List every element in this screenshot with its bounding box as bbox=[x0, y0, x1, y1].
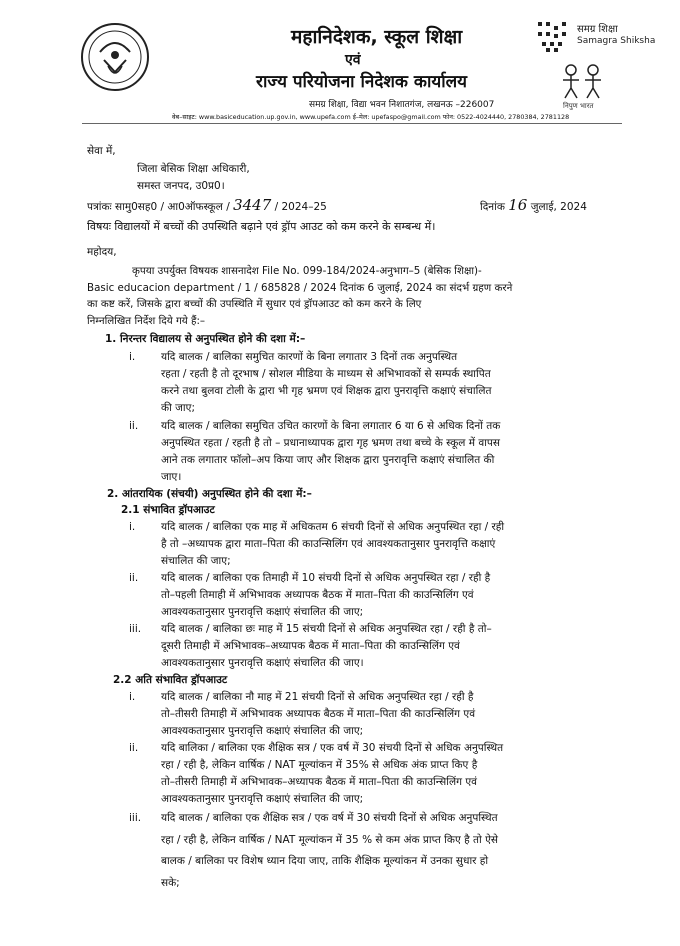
section2-1-heading: 2.1 संभावित ड्रॉपआउट bbox=[121, 504, 215, 516]
list-item-line: संचालित की जाए; bbox=[161, 555, 231, 567]
list-item-line: आने तक लगातार फॉलो–अप किया जाए और शिक्षक द्वारा पुनरावृत्ति कक्षाएं संचालित की bbox=[161, 454, 495, 466]
list-item-line: जाए। bbox=[161, 471, 182, 483]
list-item-line: तो–तीसरी तिमाही में अभिभावक–अध्यापक बैठक में माता–पिता की काउन्सिलिंग एवं bbox=[161, 776, 477, 788]
intro-line: Basic educacion department / 1 / 685828 / 2024 दिनांक 6 जुलाई, 2024 का संदर्भ ग्रहण करने bbox=[87, 282, 513, 294]
list-item-line: यदि बालक / बालिका छः माह में 15 संचयी दिनों से अधिक अनुपस्थित रहा / रही है तो– bbox=[161, 623, 492, 635]
reference-prefix: पत्रांकः सामु0सह0 / आ0ऑफस्कूल / bbox=[87, 201, 230, 213]
list-number: ii. bbox=[129, 572, 139, 584]
list-item-line: यदि बालक / बालिका नौ माह में 21 संचयी दिनों से अधिक अनुपस्थित रहा / रही है bbox=[161, 691, 474, 703]
reference-number bbox=[87, 198, 327, 214]
samagra-english-label: Samagra Shikshа bbox=[577, 36, 656, 46]
section2-2-heading: 2.2 अति संभावित ड्रॉपआउट bbox=[113, 674, 228, 686]
list-number: ii. bbox=[129, 420, 139, 432]
list-item-line: है तो –अध्यापक द्वारा माता–पिता की काउन्सिलिंग एवं आवश्यकतानुसार पुनरावृत्ति कक्षाएं bbox=[161, 538, 496, 550]
list-item-line: यदि बालक / बालिका एक तिमाही में 10 संचयी दिनों से अधिक अनुपस्थित रहा / रही है bbox=[161, 572, 491, 584]
date-month-year: जुलाई, 2024 bbox=[530, 201, 587, 213]
nipun-bharat-caption: निपुण भारत bbox=[563, 102, 594, 110]
list-item-line: रहता / रहती है तो दूरभाष / सोशल मीडिया के माध्यम से अभिभावकों से सम्पर्क स्थापित bbox=[161, 368, 491, 380]
list-item-line: रहा / रही है, लेकिन वार्षिक / NAT मूल्यांकन में 35 % से कम अंक प्राप्त किए है तो ऐसे bbox=[161, 834, 498, 846]
address-line2: समस्त जनपद, उ0प्र0। bbox=[137, 180, 225, 192]
reference-suffix: / 2024–25 bbox=[274, 201, 327, 213]
list-item-line: तो–पहली तिमाही में अभिभावक अध्यापक बैठक में माता–पिता की काउन्सिलिंग एवं bbox=[161, 589, 474, 601]
list-item-line: बालक / बालिका पर विशेष ध्यान दिया जाए, ताकि शैक्षिक मूल्यांकन में उनका सुधार हो bbox=[161, 855, 489, 867]
handwritten-date-day: 16 bbox=[508, 196, 528, 214]
office-address: समग्र शिक्षा, विद्या भवन निशातगंज, लखनऊ –226007 bbox=[309, 100, 495, 110]
address-to: सेवा में, bbox=[87, 145, 116, 157]
intro-line: निम्नलिखित निर्देश दिये गये हैं:– bbox=[87, 315, 206, 327]
nipun-bharat-kids-icon bbox=[555, 62, 611, 102]
list-item-line: सके; bbox=[161, 877, 180, 889]
list-item-line: आवश्यकतानुसार पुनरावृत्ति कक्षाएं संचालित की जाए; bbox=[161, 793, 364, 805]
list-item-line: यदि बालक / बालिका एक शैक्षिक सत्र / एक वर्ष में 30 संचयी दिनों से अधिक अनुपस्थित bbox=[161, 812, 498, 824]
list-item-line: यदि बालिका / बालिका एक शैक्षिक सत्र / एक वर्ष में 30 संचयी दिनों से अधिक अनुपस्थित bbox=[161, 742, 504, 754]
list-number: i. bbox=[129, 351, 136, 363]
letter-date bbox=[480, 198, 587, 214]
samagra-shiksha-logo-icon bbox=[536, 20, 572, 54]
office-title-line1: महानिदेशक, स्कूल शिक्षा bbox=[291, 26, 463, 48]
list-number: i. bbox=[129, 521, 136, 533]
date-label: दिनांक bbox=[480, 201, 505, 213]
list-number: ii. bbox=[129, 742, 139, 754]
address-line1: जिला बेसिक शिक्षा अधिकारी, bbox=[137, 163, 250, 175]
up-govt-emblem-icon bbox=[80, 22, 150, 92]
list-item-line: आवश्यकतानुसार पुनरावृत्ति कक्षाएं संचालित की जाए। bbox=[161, 657, 364, 669]
list-item-line: अनुपस्थित रहता / रहती है तो – प्रधानाध्यापक द्वारा गृह भ्रमण तथा बच्चे के स्कूल में वापस bbox=[161, 437, 500, 449]
list-number: i. bbox=[129, 691, 136, 703]
list-number: iii. bbox=[129, 623, 142, 635]
office-contact: वेब–साइट: www.basiceducation.up.gov.in, www.upefa.com ई–मेल: upefaspo@gmail.com फोन: 0522-4024440, 2780384, 2781128 bbox=[172, 113, 570, 121]
section2-heading: 2. आंतरायिक (संचयी) अनुपस्थित होने की दशा में:– bbox=[107, 488, 312, 500]
samagra-hindi-label: समग्र शिक्षा bbox=[577, 24, 618, 35]
handwritten-letter-number: 3447 bbox=[233, 196, 272, 214]
office-title-line2: एवं bbox=[345, 52, 361, 68]
list-number: iii. bbox=[129, 812, 142, 824]
list-item-line: आवश्यकतानुसार पुनरावृत्ति कक्षाएं संचालित की जाए; bbox=[161, 606, 364, 618]
intro-line: का कष्ट करें, जिसके द्वारा बच्चों की उपस्थिति में सुधार एवं ड्रॉपआउट को कम करने के लिए bbox=[87, 298, 422, 310]
list-item-line: यदि बालक / बालिका समुचित उचित कारणों के बिना लगातार 6 या 6 से अधिक दिनों तक bbox=[161, 420, 501, 432]
list-item-line: तो–तीसरी तिमाही में अभिभावक अध्यापक बैठक में माता–पिता की काउन्सिलिंग एवं bbox=[161, 708, 476, 720]
subject-line: विषयः विद्यालयों में बच्चों की उपस्थिति बढ़ाने एवं ड्रॉप आउट को कम करने के सम्बन्ध में। bbox=[87, 220, 436, 233]
header-divider bbox=[82, 123, 622, 124]
intro-line: कृपया उपर्युक्त विषयक शासनादेश File No. 099-184/2024-अनुभाग–5 (बेसिक शिक्षा)- bbox=[132, 265, 482, 277]
list-item-line: आवश्यकतानुसार पुनरावृत्ति कक्षाएं संचालित की जाए; bbox=[161, 725, 364, 737]
list-item-line: दूसरी तिमाही में अभिभावक–अध्यापक बैठक में माता–पिता की काउन्सिलिंग एवं bbox=[161, 640, 460, 652]
list-item-line: की जाए; bbox=[161, 402, 195, 414]
salutation: महोदय, bbox=[87, 246, 117, 258]
list-item-line: यदि बालक / बालिका समुचित कारणों के बिना लगातार 3 दिनों तक अनुपस्थित bbox=[161, 351, 458, 363]
list-item-line: यदि बालक / बालिका एक माह में अधिकतम 6 संचयी दिनों से अधिक अनुपस्थित रहा / रही bbox=[161, 521, 505, 533]
office-title-line3: राज्य परियोजना निदेशक कार्यालय bbox=[256, 72, 468, 92]
list-item-line: रहा / रही है, लेकिन वार्षिक / NAT मूल्यांकन में 35% से अधिक अंक प्राप्त किए है bbox=[161, 759, 478, 771]
list-item-line: करने तथा बुलवा टोली के द्वारा भी गृह भ्रमण एवं शिक्षक द्वारा पुनरावृत्ति कक्षाएं संचालित bbox=[161, 385, 492, 397]
section1-heading: 1. निरन्तर विद्यालय से अनुपस्थित होने की दशा में:– bbox=[105, 333, 306, 345]
